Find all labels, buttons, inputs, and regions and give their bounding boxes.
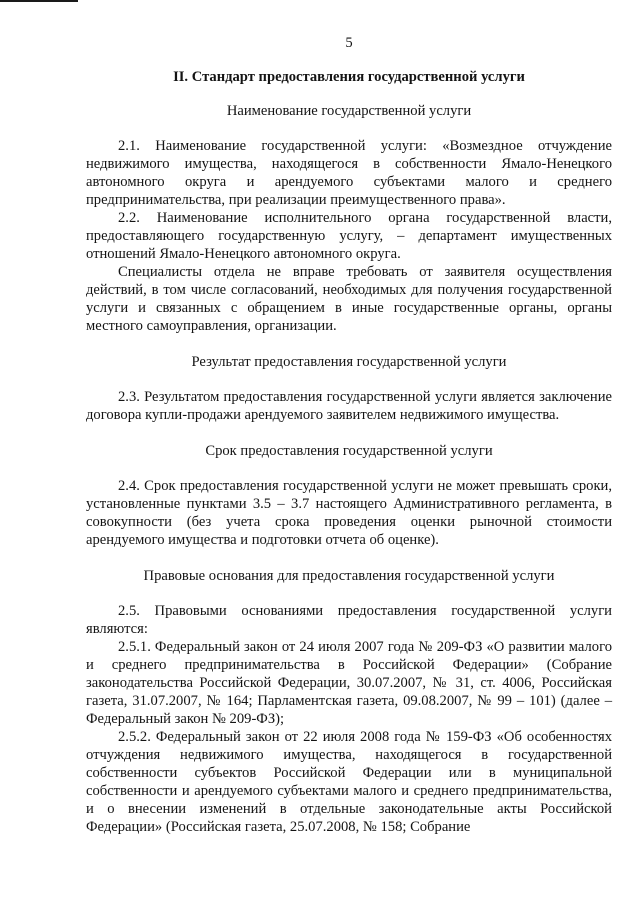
- document-page: [86, 34, 612, 836]
- paragraph-2-2: 2.2. Наименование исполнительного органа государственной власти, предоставляющего государственную услугу, – департамент имущественных отношений Ямало-Ненецкого автономного округа.: [86, 210, 612, 262]
- subheading-legal-basis: Правовые основания для предоставления государственной услуги: [143, 568, 555, 584]
- paragraph-2-3: 2.3. Результатом предоставления государственной услуги является заключение договора купли-продажи арендуемого заявителем недвижимого имущества.: [86, 389, 612, 423]
- paragraph-2-5-1: 2.5.1. Федеральный закон от 24 июля 2007 года № 209-ФЗ «О развитии малого и среднего предпринимательства в Российской Федерации» (Собрание законодательства Российской Федерации, 30.07.2007, № 31, ст. 4006, Российская газета, 31.07.2007, № 164; Парламентская газета, 09.08.2007, № 99 – 101) (далее – Федеральный закон № 209-ФЗ);: [86, 639, 612, 727]
- page-number: 5: [345, 35, 353, 51]
- section-title: II. Стандарт предоставления государственной услуги: [173, 69, 525, 85]
- paragraph-2-4: 2.4. Срок предоставления государственной услуги не может превышать сроки, установленные пунктами 3.5 – 3.7 настоящего Административного регламента, в совокупности (без учета срока проведения оценки рыночной стоимости арендуемого имущества и подготовки отчета об оценке).: [86, 478, 612, 548]
- paragraph-2-5-2: 2.5.2. Федеральный закон от 22 июля 2008 года № 159-ФЗ «Об особенностях отчуждения недвижимого имущества, находящегося в государственной собственности субъектов Российской Федерации или в муниципальной собственности и арендуемого субъектами малого и среднего предпринимательства, и о внесении изменений в отдельные законодательные акты Российской Федерации» (Российская газета, 25.07.2008, № 158; Собрание: [86, 729, 612, 835]
- scan-edge-mark: [0, 0, 78, 2]
- subheading-service-name: Наименование государственной услуги: [226, 103, 472, 119]
- subheading-service-term: Срок предоставления государственной услуги: [205, 443, 493, 459]
- paragraph-specialists: Специалисты отдела не вправе требовать от заявителя осуществления действий, в том числе согласований, необходимых для получения государственной услуги и связанных с обращением в иные государственные органы, органы местного самоуправления, организации.: [86, 264, 612, 334]
- paragraph-2-5: 2.5. Правовыми основаниями предоставления государственной услуги являются:: [86, 603, 612, 637]
- subheading-service-result: Результат предоставления государственной услуги: [191, 354, 507, 370]
- paragraph-2-1: 2.1. Наименование государственной услуги: «Возмездное отчуждение недвижимого имущества, находящегося в собственности Ямало-Ненецкого автономного округа и арендуемого субъектами малого и среднего предпринимательства, при реализации преимущественного права».: [86, 138, 612, 208]
